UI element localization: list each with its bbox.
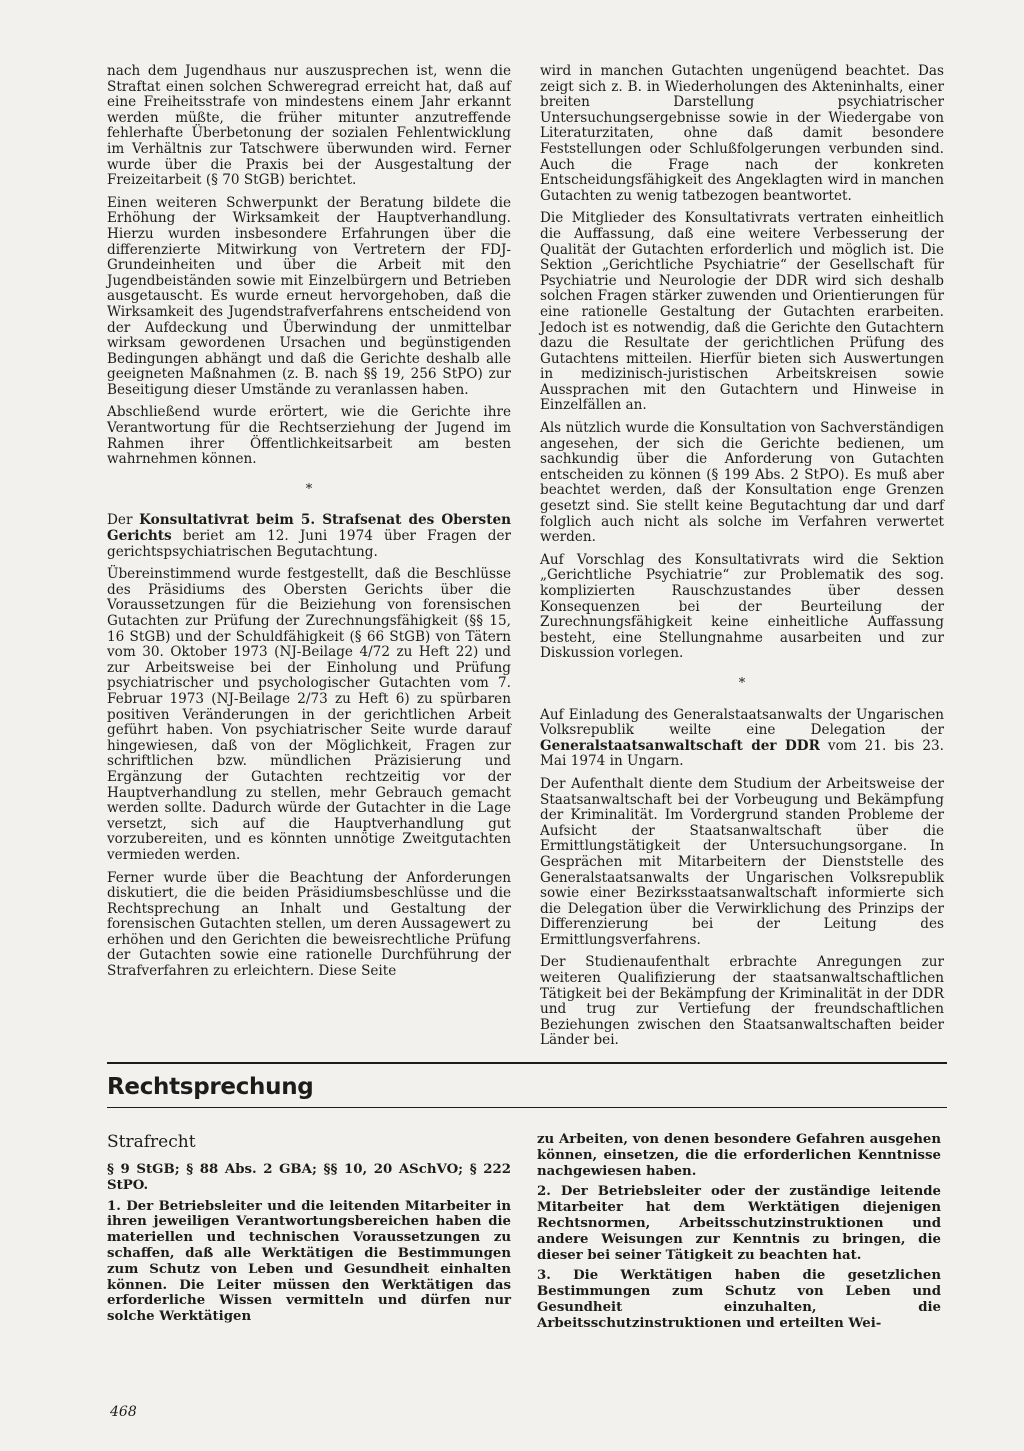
paragraph-lead: Auf Einladung des Generalstaatsanwalts der Ungarischen Volksrepublik weilte eine Delegation der (540, 706, 944, 739)
paragraph: Der Aufenthalt diente dem Studium der Arbeitsweise der Staatsanwaltschaft bei der Vorbeugung und Bekämpfung der Kriminalität. Im Vordergrund standen Probleme der Aufsicht der Staatsanwaltschaft über die Ermittlungstätigkeit der Untersuchungsorgane. In Gesprächen mit Mitarbeitern der Dienststelle des Generalstaatsanwalts der Ungarischen Volksrepublik sowie einer Bezirksstaatsanwaltschaft informierte sich die Delegation über die Verwirklichung des Prinzips der Differenzierung bei der Leitung des Ermittlungsverfahrens. (540, 775, 944, 948)
headnote-paragraph: 2. Der Betriebsleiter oder der zuständige leitende Mitarbeiter hat dem Werktätigen diejenigen Rechtsnormen, Arbeitsschutzinstruktionen und andere Weisungen zur Kenntnis zu bringen, die dieser bei seiner Tätigkeit zu beachten hat. (537, 1184, 941, 1263)
paragraph: nach dem Jugendhaus nur auszusprechen ist, wenn die Straftat einen solchen Schweregrad erreicht hat, daß auf eine Freiheitsstrafe von mindestens einem Jahr erkannt werden müßte, die früher mitunter anzutreffende fehlerhafte Überbetonung der sozialen Fehlentwicklung im Verhältnis zur Tatschwere überwunden wird. Ferner wurde über die Praxis bei der Ausgestaltung der Freizeitarbeit (§ 70 StGB) berichtet. (107, 63, 511, 189)
right-column (540, 64, 944, 1056)
section-rule-bottom (107, 1107, 947, 1108)
paragraph-rest: beriet am 12. Juni 1974 über Fragen der gerichtspsychiatrischen Begutachtung. (107, 528, 511, 560)
paragraph: Die Mitglieder des Konsultativrats vertraten einheitlich die Auffassung, daß eine weitere Verbesserung der Qualität der Gutachten erforderlich und möglich ist. Die Sektion „Gerichtliche Psychiatrie“ der Gesellschaft für Psychiatrie und Neurologie der DDR wird sich deshalb solchen Fragen stärker zuwenden und Orientierungen für eine rationelle Gestaltung der Gutachten erarbeiten. Jedoch ist es notwendig, daß die Gerichte den Gutachtern dazu die Resultate der gerichtlichen Prüfung des Gutachtens mitteilen. Hierfür bieten sich Auswertungen in medizinisch-juristischen Arbeitskreisen sowie Aussprachen mit den Gutachtern und Hinweise in Einzelfällen an. (540, 210, 944, 414)
headnote-paragraph: 1. Der Betriebsleiter und die leitenden Mitarbeiter in ihren jeweiligen Verantwortungsbereichen haben die materiellen und technischen Voraussetzungen zu schaffen, daß alle Werktätigen die Bestimmungen zum Schutz von Leben und Gesundheit einhalten können. Die Leiter müssen den Werktätigen das erforderliche Wissen vermitteln und dürfen nur solche Werktätigen (107, 1198, 511, 1325)
section-rule-top (107, 1062, 947, 1064)
page-number: 468 (110, 1404, 137, 1420)
delegation-paragraph (540, 708, 944, 770)
konsultativrat-paragraph (107, 513, 511, 560)
lower-left-column (107, 1162, 511, 1330)
paragraph: Einen weiteren Schwerpunkt der Beratung bildete die Erhöhung der Wirksamkeit der Hauptverhandlung. Hierzu wurden insbesondere Erfahrungen über die differenzierte Mitwirkung von Vertretern der FDJ-Grundeinheiten und über die Arbeit mit den Jugendbeiständen sowie mit Einzelbürgern und Betrieben ausgetauscht. Es wurde erneut hervorgehoben, daß die Wirksamkeit des Jugendstrafverfahrens entscheidend von der Aufdeckung und Überwindung der unmittelbar wirksam gewordenen Ursachen und begünstigenden Bedingungen abhängt und daß die Gerichte deshalb alle geeigneten Maßnahmen (z. B. nach §§ 19, 256 StPO) zur Beseitigung dieser Umstände zu veranlassen haben. (107, 194, 511, 398)
headnote-paragraph: zu Arbeiten, von denen besondere Gefahren ausgehen können, einsetzen, die die erforderlichen Kenntnisse nachgewiesen haben. (537, 1132, 941, 1179)
paragraph-rest: vom 21. bis 23. Mai 1974 in Ungarn. (540, 737, 945, 770)
paragraph-bold: Generalstaatsanwaltschaft der DDR (540, 737, 820, 754)
paragraph: Übereinstimmend wurde festgestellt, daß die Beschlüsse des Präsidiums des Obersten Gerichts über die Voraussetzungen für die Beiziehung von forensischen Gutachten zur Prüfung der Zurechnungsfähigkeit (§§ 15, 16 StGB) und der Schuldfähigkeit (§ 66 StGB) von Tätern vom 30. Oktober 1973 (NJ-Beilage 4/72 zu Heft 22) und zur Arbeitsweise bei der Einholung und Prüfung psychiatrischer und psychologischer Gutachten vom 7. Februar 1973 (NJ-Beilage 2/73 zu Heft 6) zu spürbaren positiven Veränderungen in der gerichtlichen Arbeit geführt haben. Von psychiatrischer Seite wurde darauf hingewiesen, daß von der Möglichkeit, Fragen zur schriftlichen bzw. mündlichen Präzisierung und Ergänzung der Gutachten rechtzeitig vor der Hauptverhandlung zu stellen, mehr Gebrauch gemacht werden sollte. Dadurch würde der Gutachter in die Lage versetzt, sich auf die Hauptverhandlung gut vorzubereiten, und es könnten unnötige Zweitgutachten vermieden werden. (107, 566, 511, 863)
paragraph-lead: Der (107, 512, 133, 529)
subsection-title: Strafrecht (107, 1132, 196, 1152)
paragraph: Auf Vorschlag des Konsultativrats wird die Sektion „Gerichtliche Psychiatrie“ zur Problematik des sog. komplizierten Rauschzustandes über dessen Konsequenzen bei der Beurteilung der Zurechnungsfähigkeit keine einheitliche Auffassung besteht, eine Stellungnahme ausarbeiten und zur Diskussion vorlegen. (540, 551, 944, 662)
legal-citation: § 9 StGB; § 88 Abs. 2 GBA; §§ 10, 20 ASchVO; § 222 StPO. (107, 1162, 511, 1193)
section-separator: * (305, 481, 313, 497)
paragraph: Der Studienaufenthalt erbrachte Anregungen zur weiteren Qualifizierung der staatsanwaltschaftlichen Tätigkeit bei der Bekämpfung der Kriminalität in der DDR und trug zur Vertiefung der freundschaftlichen Beziehungen zwischen den Staatsanwaltschaften beider Länder bei. (540, 954, 944, 1049)
paragraph: Als nützlich wurde die Konsultation von Sachverständigen angesehen, der sich die Gerichte bedienen, um sachkundig über die Anforderung von Gutachten entscheiden zu können (§ 199 Abs. 2 StPO). Es muß aber beachtet werden, daß der Konsultation enge Grenzen gesetzt sind. Sie stellt keine Begutachtung dar und darf folglich auch nicht als solche im Verfahren verwertet werden. (540, 420, 944, 546)
section-title: Rechtsprechung (107, 1074, 314, 1100)
headnote-paragraph: 3. Die Werktätigen haben die gesetzlichen Bestimmungen zum Schutz von Leben und Gesundheit einzuhalten, die Arbeitsschutzinstruktionen und erteilten Wei- (537, 1268, 941, 1331)
left-column (107, 64, 511, 987)
paragraph: Ferner wurde über die Beachtung der Anforderungen diskutiert, die die beiden Präsidiumsbeschlüsse und die Rechtsprechung an Inhalt und Gestaltung der forensischen Gutachten stellen, um deren Aussagewert zu erhöhen und den Gerichten die beweisrechtliche Prüfung der Gutachten sowie eine rationelle Durchführung der Strafverfahren zu erleichtern. Diese Seite (107, 869, 511, 980)
paragraph: Abschließend wurde erörtert, wie die Gerichte ihre Verantwortung für die Rechtserziehung der Jugend im Rahmen ihrer Öffentlichkeitsarbeit am besten wahrnehmen können. (107, 404, 511, 468)
section-separator: * (738, 675, 746, 691)
paragraph-bold: Konsultativrat beim 5. Strafsenat des Obersten Gerichts (107, 512, 512, 545)
paragraph: wird in manchen Gutachten ungenügend beachtet. Das zeigt sich z. B. in Wiederholungen des Akteninhalts, einer breiten Darstellung psychiatrischer Untersuchungsergebnisse sowie in der Wiedergabe von Literaturzitaten, ohne daß damit besondere Feststellungen oder Schlußfolgerungen verbunden sind. Auch die Frage nach der konkreten Entscheidungsfähigkeit des Angeklagten wird in manchen Gutachten zu wenig tatbezogen beantwortet. (540, 63, 944, 204)
lower-right-column (537, 1132, 941, 1337)
